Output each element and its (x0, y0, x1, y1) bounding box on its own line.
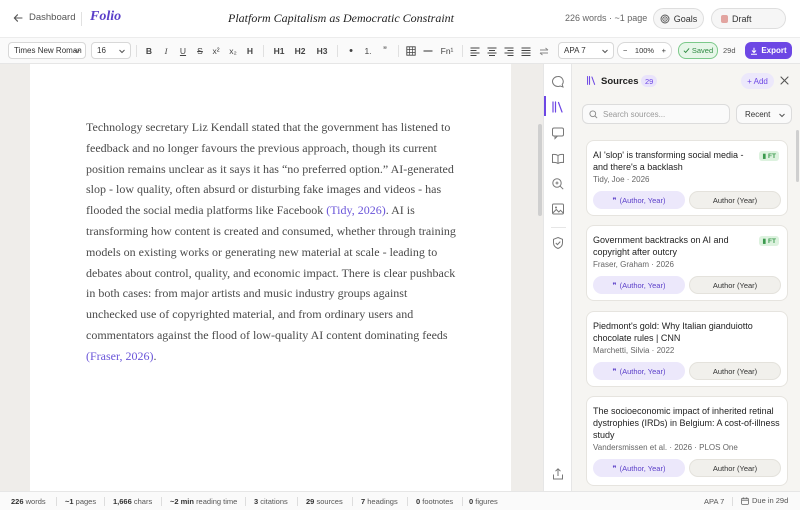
chevron-down-icon (778, 111, 786, 119)
status-reading-time (170, 497, 237, 506)
citation-style-value: APA 7 (564, 46, 586, 55)
align-right-button[interactable] (502, 43, 516, 59)
library-icon[interactable] (551, 100, 565, 114)
status-pages (65, 497, 96, 506)
underline-button[interactable]: U (179, 46, 187, 56)
export-label: Export (761, 46, 787, 55)
status-divider (161, 497, 162, 506)
quote-icon: ❞ (612, 366, 617, 376)
status-sources-value: 29 (306, 497, 315, 506)
status-divider (56, 497, 57, 506)
cite-parenthetical-label: (Author, Year) (619, 463, 666, 473)
cite-narrative-button[interactable]: Author (Year) (689, 459, 781, 477)
bullet-list-button[interactable]: • (349, 45, 353, 57)
status-headings-value: 7 (361, 497, 366, 506)
source-meta: Fraser, Graham · 2026 (593, 260, 674, 269)
align-left-button[interactable] (468, 43, 482, 59)
chevron-down-icon (118, 47, 126, 55)
status-divider (245, 497, 246, 506)
full-text-label: FT (768, 152, 776, 160)
cite-parenthetical-label: (Author, Year) (619, 195, 666, 205)
font-family-value: Times New Roman (14, 46, 82, 55)
status-footnotes-label: footnotes (422, 497, 454, 506)
cite-parenthetical-button[interactable] (593, 191, 685, 209)
shield-check-icon[interactable] (551, 236, 565, 250)
saved-indicator (678, 42, 718, 59)
close-icon[interactable] (779, 75, 790, 86)
status-figures-label: figures (475, 497, 498, 506)
toolbar-divider (136, 45, 137, 57)
status-divider (104, 497, 105, 506)
cite-narrative-button[interactable]: Author (Year) (689, 362, 781, 380)
sort-value: Recent (745, 109, 771, 119)
app-header (0, 0, 800, 38)
word-count-summary: 226 words · ~1 page (565, 13, 648, 23)
status-due-label: Due in 29d (752, 496, 789, 505)
body-text-segment: . (153, 348, 157, 363)
status-citations (254, 497, 288, 506)
status-divider (407, 497, 408, 506)
body-text-segment: Technology secretary Liz Kendall stated that the government has listened to feedback and no longer favours the previous approach, though its current position remains unclear as it says it has “no preferred option.” AI-generated slop - low quality, often absurd or disturbing fake images and videos - has flooded the social media platforms like Facebook (86, 120, 454, 218)
numbered-list-button[interactable]: 1. (364, 46, 372, 56)
cite-narrative-button[interactable]: Author (Year) (689, 276, 781, 294)
toolbar-divider (462, 45, 463, 57)
quote-icon: ❞ (612, 280, 617, 290)
draft-icon (721, 15, 728, 23)
source-card[interactable] (586, 225, 788, 301)
search-sources-input[interactable]: Search sources... (603, 109, 666, 119)
sources-title: Sources (601, 76, 639, 87)
search-icon (589, 110, 598, 119)
horizontal-rule-button[interactable] (421, 43, 435, 59)
active-tab-indicator (544, 96, 546, 116)
heading-2-button[interactable]: H2 (294, 46, 306, 56)
align-right-icon (504, 47, 514, 56)
status-divider (732, 497, 733, 506)
status-citation-style[interactable]: APA 7 (704, 497, 725, 506)
source-title: AI 'slop' is transforming social media - and there's a backlash (593, 150, 744, 172)
goals-label: Goals (673, 13, 698, 24)
zoom-level: 100% (634, 46, 655, 55)
comment-icon[interactable] (551, 75, 565, 89)
status-citations-label: citations (260, 497, 288, 506)
font-family-select[interactable] (8, 42, 86, 59)
insert-table-button[interactable] (404, 43, 418, 59)
export-button[interactable] (745, 42, 792, 59)
calendar-icon (741, 497, 749, 505)
swap-arrows-icon (539, 47, 549, 56)
status-sources (306, 497, 343, 506)
full-text-badge (759, 236, 779, 246)
strikethrough-button[interactable]: S (197, 46, 203, 56)
font-size-select[interactable] (91, 42, 131, 59)
status-words-label: words (25, 497, 46, 506)
cite-parenthetical-label: (Author, Year) (619, 280, 666, 290)
align-justify-icon (521, 47, 531, 56)
download-icon (750, 47, 758, 55)
superscript-button[interactable]: x² (212, 46, 220, 56)
citation-style-select[interactable] (558, 42, 614, 59)
back-to-dashboard-link[interactable] (13, 12, 75, 23)
bold-button[interactable]: B (145, 46, 153, 56)
quote-icon: ❞ (612, 195, 617, 205)
status-reading-label: reading time (196, 497, 238, 506)
status-chars (113, 497, 152, 506)
draft-status-button[interactable] (711, 8, 786, 29)
document-page[interactable] (30, 64, 511, 491)
inline-citation[interactable]: (Tidy, 2026) (326, 203, 386, 218)
cite-narrative-button[interactable]: Author (Year) (689, 191, 781, 209)
table-icon (406, 46, 416, 56)
search-sources-field[interactable] (582, 104, 730, 124)
library-icon (586, 75, 597, 86)
source-title: Government backtracks on AI and copyright after outcry (593, 235, 729, 257)
align-center-button[interactable] (485, 43, 499, 59)
body-text-segment: . AI is transforming how content is created and consumed, whether through training models on existing works or generating new material at scale - leading to debates about control, quality, and economic impact. There is clear pushback in both cases: from major artists and music industry groups against unchecked use of copyrighted material, and from ordinary users and commentators against the flood of low-quality AI content dominating feeds (86, 203, 456, 342)
quote-icon: ❞ (612, 463, 617, 473)
full-text-label: FT (768, 237, 776, 245)
italic-button[interactable]: I (164, 46, 168, 56)
formatting-toolbar (0, 38, 800, 64)
status-divider (297, 497, 298, 506)
status-sources-label: sources (316, 497, 343, 506)
align-center-icon (487, 47, 497, 56)
chevron-down-icon (73, 47, 81, 55)
cite-parenthetical-button[interactable] (593, 276, 685, 294)
toolbar-divider (398, 45, 399, 57)
chevron-down-icon (601, 47, 609, 55)
align-left-icon (470, 47, 480, 56)
goals-button[interactable] (653, 8, 704, 29)
status-divider (462, 497, 463, 506)
blockquote-button[interactable]: ” (383, 45, 387, 57)
arrow-left-icon (13, 13, 23, 23)
target-icon (660, 14, 670, 24)
status-divider (352, 497, 353, 506)
sources-panel (572, 64, 800, 491)
status-pages-value: ~1 (65, 497, 74, 506)
file-icon: ▮ (762, 153, 767, 160)
status-headings (361, 497, 398, 506)
sources-count-badge: 29 (641, 75, 657, 87)
heading-1-button[interactable]: H1 (273, 46, 285, 56)
source-card[interactable] (586, 311, 788, 387)
share-icon[interactable] (551, 467, 565, 481)
toolbar-divider (263, 45, 264, 57)
zoom-control (617, 42, 672, 59)
status-due-date[interactable] (741, 496, 788, 505)
highlight-button[interactable]: H (246, 46, 254, 56)
file-icon: ▮ (762, 238, 767, 245)
status-chars-value: 1,666 (113, 497, 132, 506)
source-card[interactable] (586, 396, 788, 486)
inline-citation[interactable]: (Fraser, 2026) (86, 348, 154, 363)
source-card[interactable] (586, 140, 788, 216)
zoom-in-button[interactable]: + (661, 46, 666, 55)
status-pages-label: pages (75, 497, 97, 506)
source-meta: Marchetti, Silvia · 2022 (593, 346, 675, 355)
zoom-search-icon[interactable] (551, 177, 565, 191)
check-icon (683, 47, 690, 54)
status-bar (0, 491, 800, 510)
add-source-button[interactable]: + Add (741, 73, 774, 89)
days-remaining: 29d (723, 46, 736, 55)
status-words-value: 226 (11, 497, 24, 506)
header-divider (81, 12, 82, 26)
subscript-button[interactable]: x₂ (229, 46, 237, 56)
toolbar-divider (337, 45, 338, 57)
editor-scrollbar[interactable] (538, 124, 542, 216)
align-justify-button[interactable] (519, 43, 533, 59)
cite-parenthetical-button[interactable] (593, 362, 685, 380)
font-size-value: 16 (97, 46, 106, 55)
status-footnotes (416, 497, 453, 506)
document-body[interactable] (86, 117, 458, 367)
zoom-out-button[interactable]: − (623, 46, 628, 55)
source-title: Piedmont's gold: Why Italian gianduiotto chocolate rules | CNN (593, 321, 753, 343)
document-title[interactable]: Platform Capitalism as Democratic Constraint (228, 11, 455, 25)
brand-logo[interactable]: Folio (90, 9, 122, 24)
cite-parenthetical-label: (Author, Year) (619, 366, 666, 376)
back-label: Dashboard (29, 12, 76, 23)
editor-canvas (0, 64, 543, 491)
status-footnotes-value: 0 (416, 497, 421, 506)
status-figures-value: 0 (469, 497, 474, 506)
footnote-button[interactable]: Fn¹ (440, 46, 454, 56)
draft-label: Draft (732, 13, 752, 24)
sort-select[interactable] (736, 104, 792, 124)
horizontal-rule-icon (423, 46, 433, 56)
status-headings-label: headings (367, 497, 398, 506)
rail-divider (551, 227, 566, 228)
source-meta: Vandersmissen et al. · 2026 · PLOS One (593, 443, 738, 452)
source-title: The socioeconomic impact of inherited retinal dystrophies (IRDs) in Belgium: A cost-of-illness study (593, 406, 780, 440)
status-words (11, 497, 46, 506)
source-meta: Tidy, Joe · 2026 (593, 175, 650, 184)
saved-label: Saved (691, 46, 714, 55)
panel-scrollbar[interactable] (796, 130, 799, 182)
heading-3-button[interactable]: H3 (316, 46, 328, 56)
status-reading-value: ~2 min (170, 497, 194, 506)
cite-parenthetical-button[interactable] (593, 459, 685, 477)
status-citations-value: 3 (254, 497, 259, 506)
full-text-badge (759, 151, 779, 161)
status-figures (469, 497, 498, 506)
image-icon[interactable] (551, 202, 565, 216)
swap-direction-button[interactable] (537, 43, 551, 59)
book-open-icon[interactable] (551, 152, 565, 166)
side-tool-rail (543, 64, 572, 491)
status-chars-label: chars (133, 497, 153, 506)
chat-icon[interactable] (551, 126, 565, 140)
